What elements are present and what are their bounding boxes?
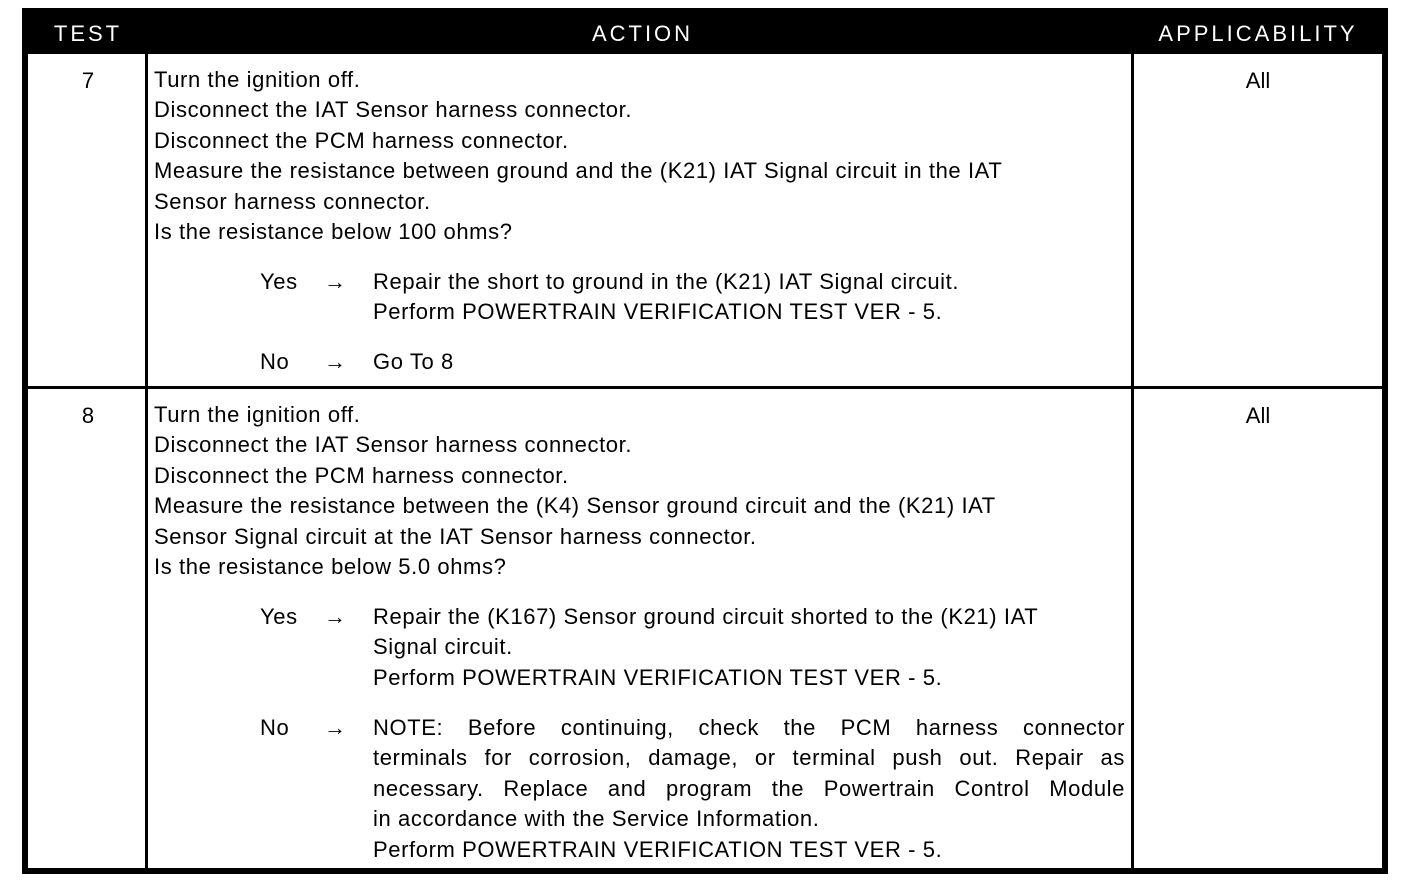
response-line: Perform POWERTRAIN VERIFICATION TEST VER - 5. [373, 836, 943, 862]
response-line: Repair the short to ground in the (K21) IAT Signal circuit. [373, 269, 960, 294]
action-step: Sensor Signal circuit at the IAT Sensor harness connector. [154, 523, 757, 549]
response-line: Perform POWERTRAIN VERIFICATION TEST VER - 5. [373, 664, 943, 690]
test-number: 7 [81, 68, 95, 93]
no-label: No [260, 349, 290, 374]
column-divider-test-action [145, 54, 148, 868]
applicability-value: All [1245, 68, 1271, 93]
yes-label: Yes [260, 604, 298, 629]
response-line: Signal circuit. [373, 634, 513, 660]
no-label: No [260, 715, 290, 740]
response-line: Repair the (K167) Sensor ground circuit shorted to the (K21) IAT [373, 604, 1039, 629]
right-arrow-icon: → [324, 604, 347, 629]
action-step: Turn the ignition off. [154, 67, 361, 92]
applicability-value: All [1245, 403, 1271, 428]
response-line: Go To 8 [373, 349, 454, 374]
action-step: Disconnect the PCM harness connector. [154, 127, 569, 153]
yes-response-text [373, 267, 1125, 328]
action-step: Turn the ignition off. [154, 402, 361, 427]
response-line: terminals for corrosion, damage, or terminal push out. Repair as [373, 745, 1125, 771]
no-response-text [373, 347, 1125, 377]
action-step: Disconnect the PCM harness connector. [154, 462, 569, 488]
action-step: Measure the resistance between the (K4) Sensor ground circuit and the (K21) IAT [154, 493, 996, 519]
right-arrow-icon: → [324, 715, 347, 740]
action-step: Is the resistance below 5.0 ohms? [154, 554, 507, 580]
table-header [28, 14, 1382, 54]
response-line: necessary. Replace and program the Powertrain Control Module [373, 775, 1125, 801]
action-steps [154, 400, 1124, 582]
response-line: NOTE: Before continuing, check the PCM harness connector [373, 715, 1125, 740]
right-arrow-icon: → [324, 269, 347, 294]
column-divider-action-applicability [1131, 54, 1134, 868]
no-response-text [373, 713, 1125, 865]
action-step: Sensor harness connector. [154, 188, 431, 214]
yes-label: Yes [260, 269, 298, 294]
action-step: Is the resistance below 100 ohms? [154, 219, 513, 245]
right-arrow-icon: → [324, 349, 347, 374]
action-steps [154, 65, 1124, 247]
test-number: 8 [81, 403, 95, 428]
action-step: Measure the resistance between ground and the (K21) IAT Signal circuit in the IAT [154, 158, 1003, 184]
row-divider [28, 386, 1382, 389]
header-action: ACTION [591, 21, 694, 46]
header-test: TEST [53, 21, 123, 46]
action-step: Disconnect the IAT Sensor harness connector. [154, 432, 633, 458]
response-line: in accordance with the Service Information. [373, 806, 820, 832]
header-applicability: APPLICABILITY [1158, 21, 1358, 46]
response-line: Perform POWERTRAIN VERIFICATION TEST VER - 5. [373, 299, 943, 325]
yes-response-text [373, 602, 1125, 693]
action-step: Disconnect the IAT Sensor harness connector. [154, 97, 633, 123]
diagnostic-test-table [22, 8, 1388, 874]
